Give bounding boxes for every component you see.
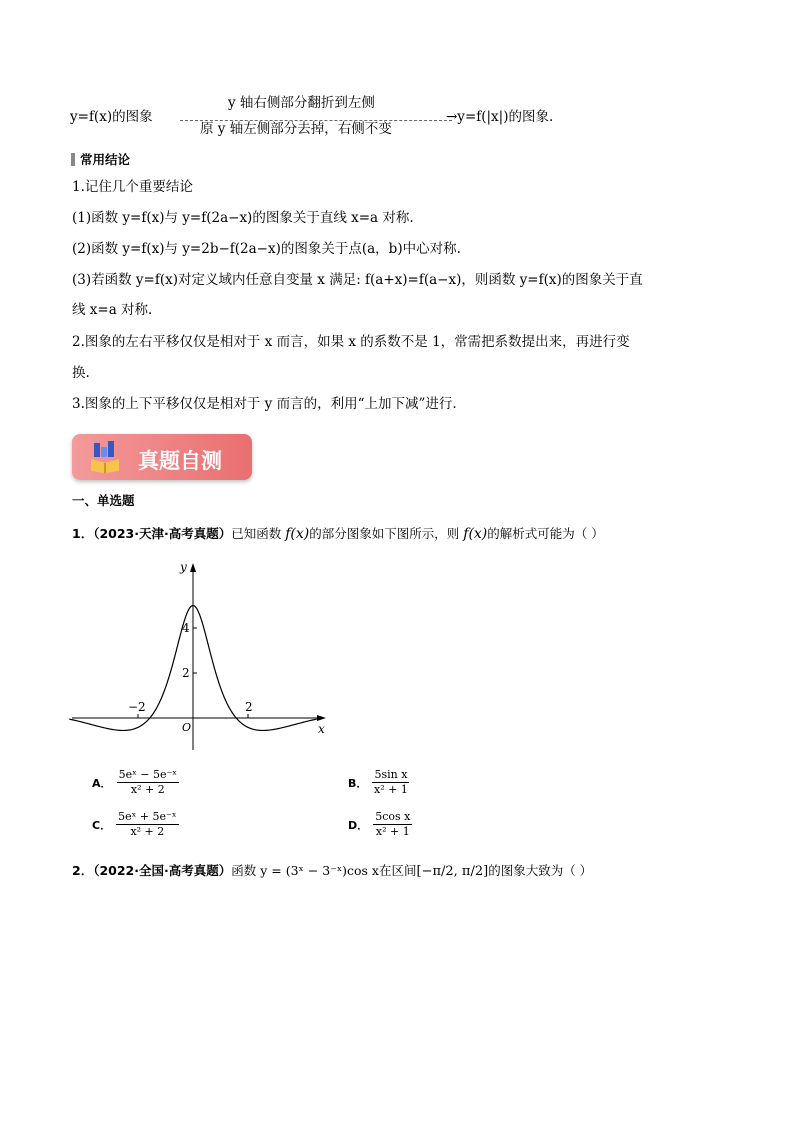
fraction-denominator: x² + 1 [375,825,410,838]
option-fraction [117,768,179,797]
fraction-denominator: x² + 2 [130,825,165,838]
question-1 [72,524,604,542]
option-letter: C． [92,819,112,832]
banner-title: 真题自测 [138,449,222,473]
question-text: 的解析式可能为（ ） [487,526,604,541]
question-text: 的部分图象如下图所示，则 [309,526,460,541]
question-number: 2． [72,863,94,878]
y-axis-label: y [180,560,187,574]
x-tick-label: −2 [128,700,146,714]
section-banner [72,434,252,480]
conclusions-heading: 常用结论 [80,152,131,167]
y-axis-arrow [190,563,196,572]
question-number: 1． [72,526,94,541]
question-source: （2023·天津·高考真题） [93,526,232,541]
option-c[interactable] [92,810,179,839]
fraction-numerator: 5eˣ − 5e⁻ˣ [118,768,177,781]
transform-top: y 轴右侧部分翻折到左侧 [228,95,375,111]
fraction-denominator: x² + 1 [374,783,408,796]
func-symbol: f(x) [463,526,488,542]
x-axis-label: x [318,722,325,736]
section-title: 一、单选题 [72,493,135,508]
question-source: （2022·全国·高考真题） [93,863,232,878]
conclusion-line: 1.记住几个重要结论 [72,179,193,195]
func-symbol: f(x) [285,526,310,542]
question-text: 函数 [231,863,257,878]
option-fraction [372,768,409,797]
fraction-denominator: x² + 2 [130,783,165,796]
conclusion-line: 线 x=a 对称. [72,302,153,318]
option-d[interactable] [348,810,412,839]
transform-left: y=f(x)的图象 [70,109,153,125]
option-letter: B． [348,777,368,790]
section-marker [71,153,75,166]
fraction-numerator: 5sin x [374,768,408,781]
conclusion-line: 2.图象的左右平移仅仅是相对于 x 而言，如果 x 的系数不是 1，常需把系数提出来，再进行变 [72,334,630,350]
function-graph [60,555,340,765]
question-2 [72,861,592,879]
question-text: 在区间 [378,863,417,878]
fraction-numerator: 5eˣ + 5e⁻ˣ [118,810,177,823]
q2-interval: [−π/2, π/2] [416,864,489,879]
y-tick-label: 4 [182,621,190,635]
option-a[interactable] [92,768,179,797]
transform-bottom: 原 y 轴左侧部分去掉，右侧不变 [200,121,392,137]
q2-formula: y = (3ˣ − 3⁻ˣ)cos x [260,863,379,878]
question-text: 已知函数 [231,526,282,541]
transform-right: →y=f(|x|)的图象. [446,109,554,125]
option-letter: D． [348,819,369,832]
conclusion-line: 3.图象的上下平移仅仅是相对于 y 而言的，利用“上加下减”进行. [72,396,457,412]
option-fraction [373,810,412,839]
option-fraction [116,810,178,839]
origin-label: O [182,721,192,734]
book-icon [90,441,120,473]
x-tick-label: 2 [245,700,253,714]
option-letter: A． [92,777,112,790]
conclusion-line: (3)若函数 y=f(x)对定义域内任意自变量 x 满足: f(a+x)=f(a−x)，则函数 y=f(x)的图象关于直 [72,272,643,288]
fraction-numerator: 5cos x [375,810,411,823]
x-axis-arrow [317,715,326,721]
y-tick-label: 2 [182,666,190,680]
conclusion-line: (1)函数 y=f(x)与 y=f(2a−x)的图象关于直线 x=a 对称. [72,210,414,226]
conclusion-line: 换. [72,365,90,381]
option-b[interactable] [348,768,409,797]
question-text: 的图象大致为（ ） [488,863,593,878]
conclusion-line: (2)函数 y=f(x)与 y=2b−f(2a−x)的图象关于点(a，b)中心对称. [72,241,461,257]
